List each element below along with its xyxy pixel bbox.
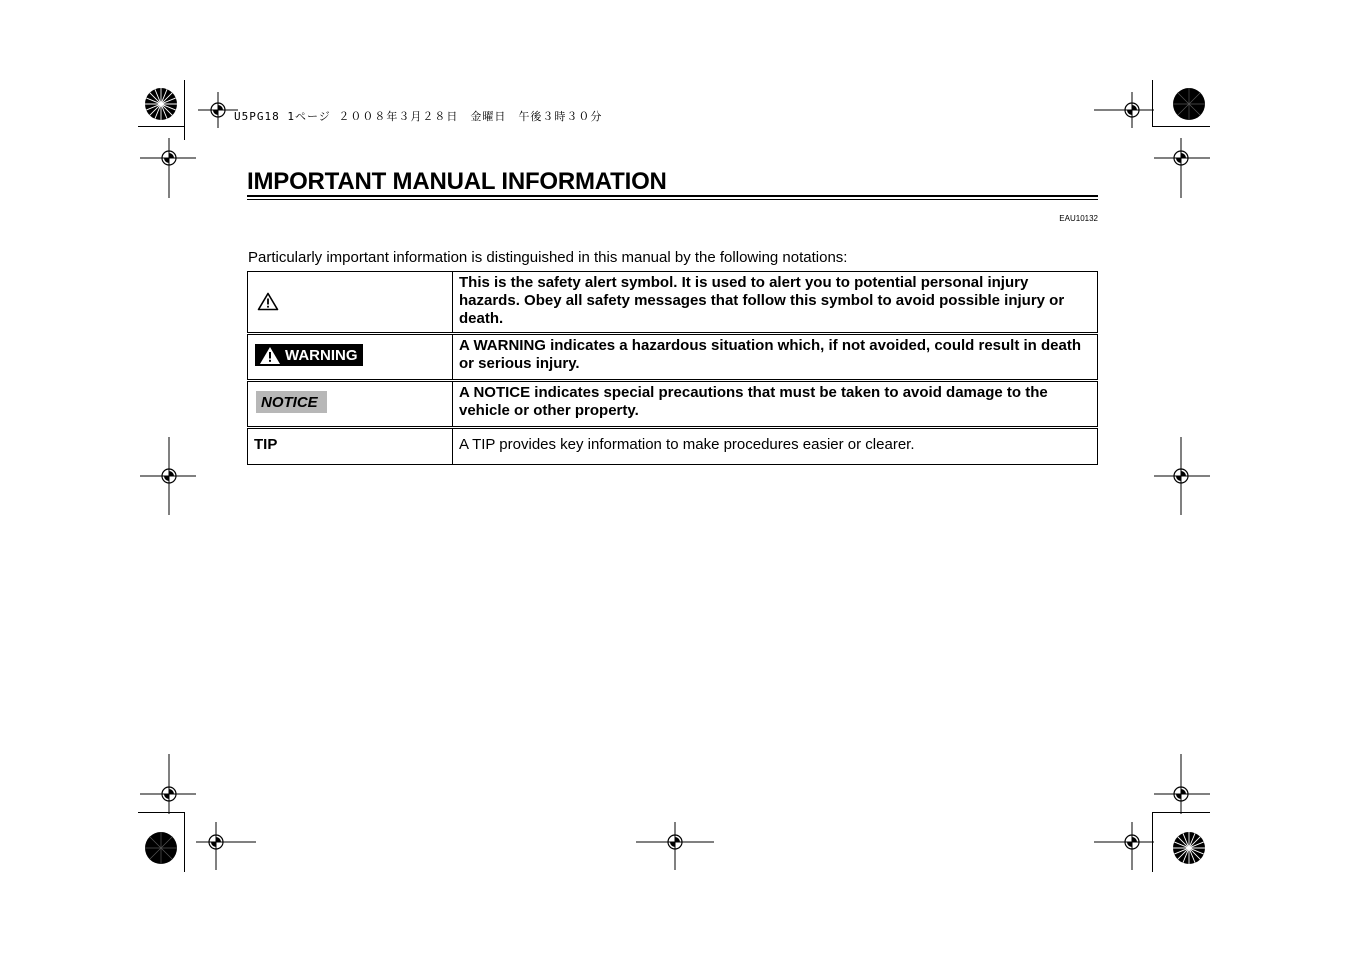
notation-row-tip: [247, 428, 1098, 465]
warning-label: WARNING: [285, 346, 358, 364]
document-code: EAU10132: [1059, 214, 1098, 223]
crosshair-mark-icon: [140, 754, 196, 814]
crosshair-mark-icon: [636, 822, 714, 870]
crop-line: [184, 812, 185, 872]
crosshair-mark-icon: [198, 92, 238, 128]
crop-line: [138, 126, 185, 127]
notation-label-cell: [248, 382, 453, 426]
crosshair-mark-icon: [1154, 138, 1210, 198]
intro-paragraph: Particularly important information is distinguished in this manual by the following notations:: [248, 249, 848, 266]
print-slug-header: U5PG18 1ページ ２００８年３月２８日 金曜日 午後３時３０分: [234, 110, 603, 123]
notation-description: This is the safety alert symbol. It is used to alert you to potential personal injury hazards. Obey all safety messages that follow this symbol to avoid possible injury or death.: [459, 274, 1065, 327]
registration-starburst-icon: [1171, 830, 1207, 866]
notice-badge: NOTICE: [256, 391, 327, 413]
page-title: IMPORTANT MANUAL INFORMATION: [247, 168, 667, 195]
notation-description: A TIP provides key information to make procedures easier or clearer.: [459, 436, 915, 453]
safety-alert-icon: [257, 292, 279, 311]
notation-row-warning: [247, 334, 1098, 380]
notation-row-safety-alert: [247, 271, 1098, 333]
warning-badge: [255, 344, 363, 366]
crosshair-mark-icon: [140, 437, 196, 515]
notation-row-notice: [247, 381, 1098, 427]
tip-label: TIP: [254, 436, 278, 453]
crosshair-mark-icon: [1094, 822, 1154, 870]
notation-label-cell: [248, 335, 453, 379]
warning-triangle-icon: [259, 346, 281, 365]
registration-starburst-icon: [143, 86, 179, 122]
crosshair-mark-icon: [1094, 92, 1154, 128]
notation-label-cell: [248, 429, 453, 464]
notation-description: A WARNING indicates a hazardous situation which, if not avoided, could result in death or serious injury.: [459, 337, 1082, 372]
notation-description: A NOTICE indicates special precautions that must be taken to avoid damage to the vehicle or other property.: [459, 384, 1048, 419]
crosshair-mark-icon: [1154, 754, 1210, 814]
crosshair-mark-icon: [1154, 437, 1210, 515]
title-rule: [247, 199, 1098, 200]
crop-line: [1152, 126, 1210, 127]
crop-line: [184, 80, 185, 140]
registration-starburst-icon: [1171, 86, 1207, 122]
notation-label-cell: [248, 272, 453, 332]
crosshair-mark-icon: [196, 822, 256, 870]
registration-starburst-icon: [143, 830, 179, 866]
crosshair-mark-icon: [140, 138, 196, 198]
title-rule: [247, 195, 1098, 197]
